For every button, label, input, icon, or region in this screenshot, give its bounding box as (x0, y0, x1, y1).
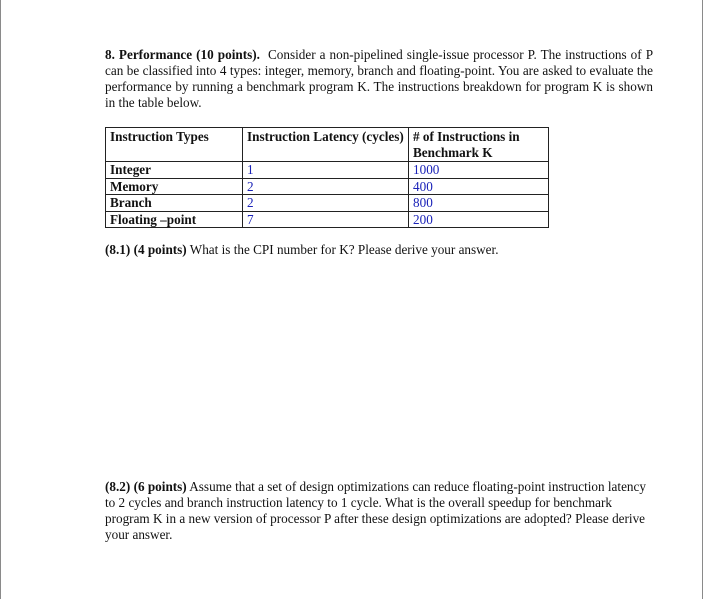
header-instruction-types: Instruction Types (106, 128, 243, 162)
table-row (106, 162, 549, 179)
problem-text: Consider a non-pipelined single-issue processor P. The instructions of P can be classified into 4 types: integer, memory, branch and floating-point. You are asked to evaluate the performance by running a benchmark program K. The instructions breakdown for program K is shown in the table below. (105, 47, 654, 110)
row-latency: 7 (243, 211, 409, 228)
row-count: 800 (409, 195, 549, 212)
table-row (106, 211, 549, 228)
row-type: Branch (106, 195, 243, 212)
row-latency: 2 (243, 178, 409, 195)
problem-title: Performance (10 points). (118, 47, 260, 62)
question-text: What is the CPI number for K? Please derive your answer. (189, 242, 499, 257)
row-type: Integer (106, 162, 243, 179)
table-row (106, 195, 549, 212)
table-row (106, 178, 549, 195)
row-type: Floating –point (106, 211, 243, 228)
problem-number: 8. (105, 47, 115, 62)
row-count: 400 (409, 178, 549, 195)
row-type: Memory (106, 178, 243, 195)
question-label: (8.1) (4 points) (105, 242, 187, 257)
row-count: 200 (409, 211, 549, 228)
question-8-1 (105, 242, 665, 258)
question-text: Assume that a set of design optimizations can reduce floating-point instruction latency to 2 cycles and branch instruction latency to 1 cycle. What is the overall speedup for benchmark program K in a new version of processor P after these design optimizations are adopted? Please derive your answer. (105, 479, 646, 542)
header-instruction-count: # of Instructions in Benchmark K (409, 128, 549, 162)
row-latency: 2 (243, 195, 409, 212)
question-label: (8.2) (6 points) (105, 479, 187, 494)
row-latency: 1 (243, 162, 409, 179)
header-instruction-latency: Instruction Latency (cycles) (243, 128, 409, 162)
question-8-2 (105, 479, 653, 543)
problem-intro (105, 47, 653, 111)
instruction-breakdown-table (105, 127, 549, 228)
row-count: 1000 (409, 162, 549, 179)
table-header-row (106, 128, 549, 162)
